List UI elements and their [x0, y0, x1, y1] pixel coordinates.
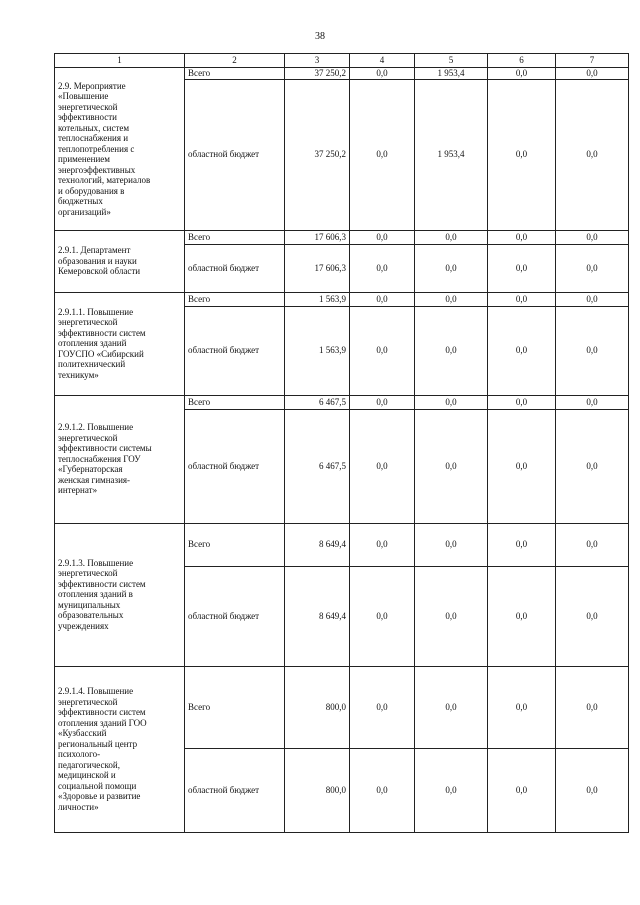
table-row — [55, 230, 629, 244]
funding-source: областной бюджет — [185, 244, 285, 292]
table-cell: 6 467,5 — [285, 395, 350, 409]
table-row — [55, 68, 629, 80]
table-cell: 0,0 — [488, 748, 556, 832]
measure-name: 2.9.1.3. Повышение энергетической эффективности систем отопления зданий в муниципальных образовательных учреждениях — [55, 523, 185, 666]
table-row — [55, 523, 629, 566]
funding-source: Всего — [185, 666, 285, 748]
column-header: 3 — [285, 54, 350, 68]
table-cell: 0,0 — [488, 230, 556, 244]
table-cell: 0,0 — [415, 566, 488, 666]
table-cell: 0,0 — [556, 748, 629, 832]
table-cell: 0,0 — [488, 244, 556, 292]
table-cell: 0,0 — [488, 292, 556, 306]
measure-name: 2.9.1. Департамент образования и науки Кемеровской области — [55, 230, 185, 292]
table-cell: 0,0 — [556, 306, 629, 395]
column-header: 7 — [556, 54, 629, 68]
table-cell: 0,0 — [488, 409, 556, 523]
table-cell: 0,0 — [415, 409, 488, 523]
table-cell: 0,0 — [415, 395, 488, 409]
column-header: 2 — [185, 54, 285, 68]
funding-source: Всего — [185, 523, 285, 566]
budget-table — [54, 53, 629, 833]
table-cell: 0,0 — [350, 244, 415, 292]
table-cell: 0,0 — [556, 666, 629, 748]
table-cell: 0,0 — [415, 666, 488, 748]
table-cell: 0,0 — [350, 79, 415, 230]
table-cell: 0,0 — [488, 566, 556, 666]
table-cell: 0,0 — [415, 523, 488, 566]
table-row — [55, 395, 629, 409]
funding-source: областной бюджет — [185, 409, 285, 523]
table-cell: 0,0 — [415, 292, 488, 306]
table-cell: 17 606,3 — [285, 230, 350, 244]
table-cell: 0,0 — [350, 566, 415, 666]
table-row — [55, 292, 629, 306]
table-cell: 0,0 — [350, 666, 415, 748]
table-cell: 0,0 — [556, 230, 629, 244]
measure-name: 2.9.1.2. Повышение энергетической эффективности системы теплоснабжения ГОУ «Губернаторская женская гимназия- интернат» — [55, 395, 185, 523]
table-cell: 800,0 — [285, 748, 350, 832]
table-cell: 6 467,5 — [285, 409, 350, 523]
table-cell: 0,0 — [415, 306, 488, 395]
funding-source: Всего — [185, 68, 285, 80]
column-header: 6 — [488, 54, 556, 68]
table-cell: 0,0 — [350, 409, 415, 523]
table-cell: 0,0 — [488, 395, 556, 409]
table-cell: 0,0 — [556, 409, 629, 523]
table-cell: 0,0 — [488, 79, 556, 230]
funding-source: областной бюджет — [185, 748, 285, 832]
table-cell: 0,0 — [556, 523, 629, 566]
table-cell: 0,0 — [350, 523, 415, 566]
table-cell: 1 953,4 — [415, 68, 488, 80]
table-cell: 1 953,4 — [415, 79, 488, 230]
table-cell: 0,0 — [556, 244, 629, 292]
table-cell: 0,0 — [350, 292, 415, 306]
table-cell: 1 563,9 — [285, 306, 350, 395]
funding-source: областной бюджет — [185, 566, 285, 666]
funding-source: областной бюджет — [185, 306, 285, 395]
funding-source: Всего — [185, 395, 285, 409]
table-cell: 0,0 — [556, 79, 629, 230]
table-cell: 8 649,4 — [285, 566, 350, 666]
table-cell: 0,0 — [488, 666, 556, 748]
column-header: 4 — [350, 54, 415, 68]
funding-source: Всего — [185, 292, 285, 306]
table-cell: 0,0 — [415, 244, 488, 292]
table-cell: 17 606,3 — [285, 244, 350, 292]
column-header: 1 — [55, 54, 185, 68]
table-cell: 0,0 — [556, 292, 629, 306]
table-cell: 0,0 — [488, 68, 556, 80]
table-cell: 0,0 — [415, 230, 488, 244]
table-cell: 37 250,2 — [285, 79, 350, 230]
table-cell: 1 563,9 — [285, 292, 350, 306]
table-cell: 0,0 — [350, 230, 415, 244]
funding-source: областной бюджет — [185, 79, 285, 230]
measure-name: 2.9.1.1. Повышение энергетической эффективности систем отопления зданий ГОУСПО «Сибирский политехнический техникум» — [55, 292, 185, 395]
table-cell: 0,0 — [488, 306, 556, 395]
table-cell: 0,0 — [488, 523, 556, 566]
funding-source: Всего — [185, 230, 285, 244]
table-cell: 0,0 — [350, 68, 415, 80]
table-cell: 37 250,2 — [285, 68, 350, 80]
table-cell: 0,0 — [350, 395, 415, 409]
table-cell: 800,0 — [285, 666, 350, 748]
table-cell: 0,0 — [350, 306, 415, 395]
table-cell: 0,0 — [350, 748, 415, 832]
header-row — [55, 54, 629, 68]
column-header: 5 — [415, 54, 488, 68]
measure-name: 2.9. Мероприятие «Повышение энергетической эффективности котельных, систем теплоснабжения и теплопотребления с применением энергоэффективных технологий, материалов и оборудования в бюджетных организаций» — [55, 68, 185, 231]
page-number: 38 — [315, 31, 325, 42]
table-cell: 8 649,4 — [285, 523, 350, 566]
table-cell: 0,0 — [415, 748, 488, 832]
measure-name: 2.9.1.4. Повышение энергетической эффективности систем отопления зданий ГОО «Кузбасский региональный центр психолого- педагогической, медицинской и социальной помощи «Здоровье и развитие личности» — [55, 666, 185, 832]
table-cell: 0,0 — [556, 395, 629, 409]
table-row — [55, 666, 629, 748]
table-cell: 0,0 — [556, 68, 629, 80]
table-cell: 0,0 — [556, 566, 629, 666]
